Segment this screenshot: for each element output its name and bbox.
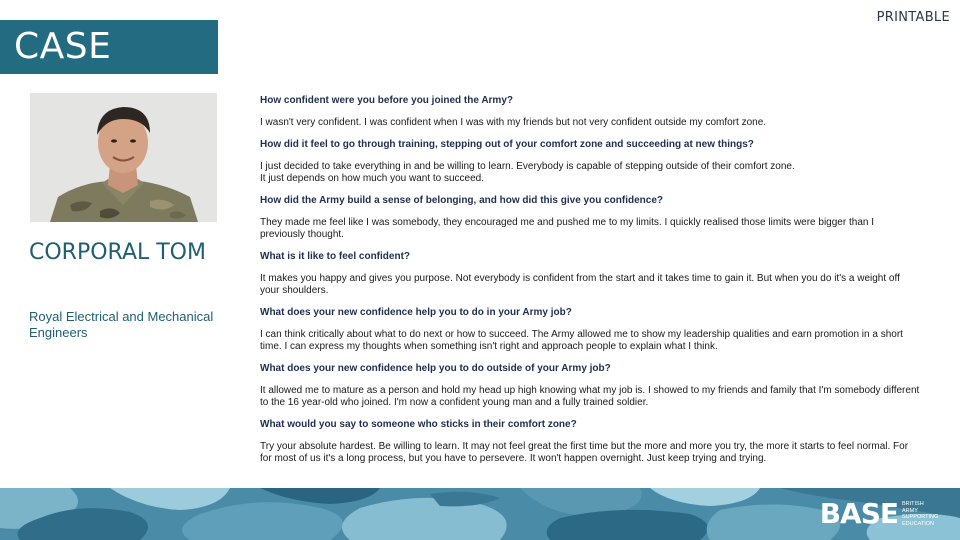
answer: I wasn't very confident. I was confident when I was with my friends but not very confident outside my comfort zone.: [260, 117, 767, 128]
answer: I just decided to take everything in and be willing to learn. Everybody is capable of stepping outside of their comfort zone. It just depends on how much you want to succeed.: [260, 161, 795, 184]
qa-item: [260, 419, 920, 465]
question: What is it like to feel confident?: [260, 251, 411, 262]
question: How confident were you before you joined the Army?: [260, 95, 513, 106]
profile-name: CORPORAL TOM: [29, 240, 206, 265]
qa-item: [260, 139, 920, 185]
camouflage-footer-band: [0, 488, 960, 540]
soldier-portrait: [30, 93, 217, 222]
base-logo: [820, 498, 938, 530]
answer: Try your absolute hardest. Be willing to learn. It may not feel great the first time but the more and more you try, the more it starts to feel normal. For for most of us it's a long process, but you have to persevere. It won't happen overnight. Just keep trying and trying.: [260, 441, 909, 464]
question: How did it feel to go through training, stepping out of your comfort zone and succeeding at new things?: [260, 139, 754, 150]
answer: It allowed me to mature as a person and hold my head up high knowing what my job is. I showed to my friends and family that I'm somebody different to the 16 year-old who joined. I'm now a confident young man and a fully trained soldier.: [260, 385, 920, 408]
answer: I can think critically about what to do next or how to succeed. The Army allowed me to show my leadership qualities and earn promotion in a short time. I can express my thoughts when something isn't right and approach people to explain what I think.: [260, 329, 903, 352]
base-logo-text: BASE: [819, 497, 898, 530]
case-banner: [0, 20, 218, 74]
base-logo-subtext: BRITISH ARMY SUPPORTING EDUCATION: [902, 501, 939, 527]
answer: It makes you happy and gives you purpose. Not everybody is confident from the start and it takes time to gain it. But when you do it's a weight off your shoulders.: [260, 273, 900, 296]
qa-item: [260, 307, 920, 353]
question: How did the Army build a sense of belonging, and how did this give you confidence?: [260, 195, 663, 206]
qa-item: [260, 363, 920, 409]
question: What does your new confidence help you to do outside of your Army job?: [260, 363, 611, 374]
question: What would you say to someone who sticks in their comfort zone?: [260, 419, 577, 430]
profile-unit: Royal Electrical and Mechanical Engineers: [29, 309, 214, 340]
qa-item: [260, 251, 920, 297]
case-title: CASE: [14, 26, 112, 67]
qa-item: [260, 195, 920, 241]
answer: They made me feel like I was somebody, they encouraged me and pushed me to my limits. I quickly realised those limits were bigger than I previously thought.: [260, 217, 874, 240]
question: What does your new confidence help you to do in your Army job?: [260, 307, 572, 318]
qa-list: [260, 95, 920, 475]
qa-item: [260, 95, 920, 129]
printable-label: PRINTABLE: [876, 10, 950, 25]
